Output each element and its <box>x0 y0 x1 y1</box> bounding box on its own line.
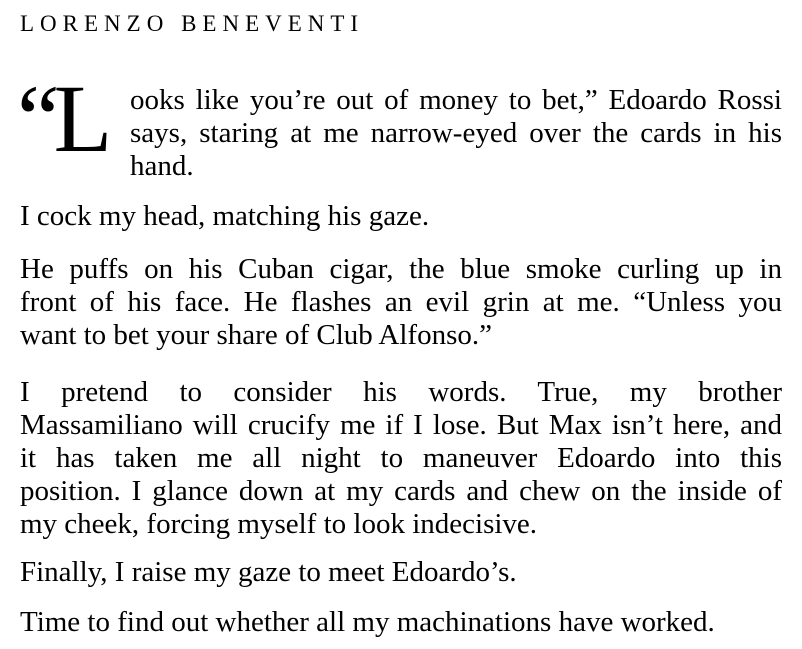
text-line: I pretend to consider his words. True, my brother <box>20 376 782 408</box>
text-line: position. I glance down at my cards and chew on the inside of <box>20 475 782 507</box>
paragraph <box>20 606 782 639</box>
paragraph <box>20 556 782 589</box>
text-line: He puffs on his Cuban cigar, the blue smoke curling up in <box>20 253 782 285</box>
drop-cap <box>17 65 116 183</box>
paragraph <box>20 253 782 352</box>
paragraph <box>17 65 782 183</box>
text-line: my cheek, forcing myself to look indecisive. <box>20 508 538 540</box>
text-line: hand. <box>130 150 194 182</box>
paragraph <box>20 376 782 541</box>
text-line: Massamiliano will crucify me if I lose. But Max isn’t here, and <box>20 409 782 441</box>
text-line: front of his face. He flashes an evil grin at me. “Unless you <box>20 286 782 318</box>
text-line: I cock my head, matching his gaze. <box>20 200 430 232</box>
text-line: ooks like you’re out of money to bet,” Edoardo Rossi <box>130 84 782 116</box>
text-line: Time to find out whether all my machinations have worked. <box>20 606 715 638</box>
article <box>17 65 782 639</box>
text-line: says, staring at me narrow-eyed over the cards in his <box>130 117 782 149</box>
drop-cap-open-quote: “ <box>17 65 54 172</box>
paragraph <box>20 200 782 233</box>
text-line: Finally, I raise my gaze to meet Edoardo’s. <box>20 556 517 588</box>
text-line: it has taken me all night to maneuver Edoardo into this <box>20 442 782 474</box>
text-line: want to bet your share of Club Alfonso.” <box>20 319 492 351</box>
chapter-title: LORENZO BENEVENTI <box>20 11 365 36</box>
drop-cap-letter: L <box>53 65 113 172</box>
